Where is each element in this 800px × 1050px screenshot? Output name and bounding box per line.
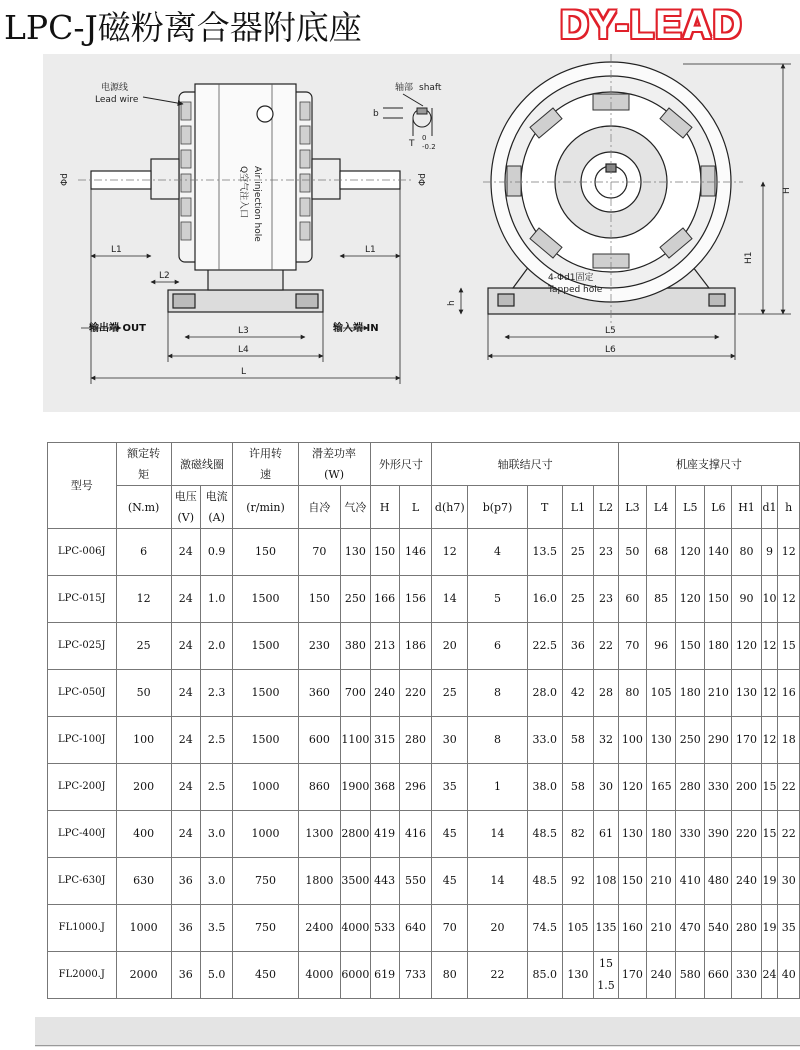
cell-L6: 540 [705, 905, 732, 952]
cell-a: 1.0 [200, 576, 233, 623]
cell-self: 230 [298, 623, 341, 670]
output-end-label: 输出端 OUT [89, 323, 146, 334]
cell-L1: 36 [562, 623, 593, 670]
cell-H1: 200 [732, 764, 761, 811]
cell-self: 150 [298, 576, 341, 623]
cell-d: 70 [432, 905, 468, 952]
H1-label: H1 [744, 251, 754, 264]
cell-model: LPC-200J [48, 764, 117, 811]
cell-T: 33.0 [527, 717, 562, 764]
cell-L4: 105 [646, 670, 675, 717]
cell-model: LPC-400J [48, 811, 117, 858]
th-L4: L4 [646, 486, 675, 529]
bottom-bar [35, 1017, 800, 1047]
L-label: L [241, 367, 247, 377]
cell-self: 860 [298, 764, 341, 811]
cell-model: LPC-006J [48, 529, 117, 576]
cell-L: 640 [399, 905, 432, 952]
cell-L1: 130 [562, 952, 593, 999]
cell-v: 24 [171, 529, 200, 576]
cell-L4: 68 [646, 529, 675, 576]
cell-speed: 1500 [233, 670, 298, 717]
cell-L4: 210 [646, 858, 675, 905]
cell-T: 48.5 [527, 858, 562, 905]
cell-T: 22.5 [527, 623, 562, 670]
cell-torque: 400 [116, 811, 171, 858]
th-T: T [527, 486, 562, 529]
cell-L2: 61 [594, 811, 619, 858]
header-row-1 [48, 443, 800, 486]
cell-v: 36 [171, 952, 200, 999]
cell-L3: 170 [618, 952, 646, 999]
cell-H: 213 [370, 623, 399, 670]
cell-L4: 130 [646, 717, 675, 764]
cell-L5: 280 [676, 764, 705, 811]
cell-b: 22 [468, 952, 528, 999]
cell-T: 13.5 [527, 529, 562, 576]
cell-H1: 170 [732, 717, 761, 764]
cell-L5: 120 [676, 529, 705, 576]
input-end-label: 输入端 IN [333, 323, 379, 334]
table-row [48, 670, 800, 717]
cell-L4: 210 [646, 905, 675, 952]
cell-b: 6 [468, 623, 528, 670]
cell-h: 18 [778, 717, 800, 764]
cell-L4: 85 [646, 576, 675, 623]
cell-L6: 140 [705, 529, 732, 576]
cell-L1: 105 [562, 905, 593, 952]
phi-d-right-label: Φd [418, 173, 428, 186]
cell-H: 443 [370, 858, 399, 905]
cell-torque: 630 [116, 858, 171, 905]
cell-d1: 12 [761, 623, 778, 670]
cell-L5: 470 [676, 905, 705, 952]
cell-model: LPC-025J [48, 623, 117, 670]
spec-table [47, 442, 800, 999]
cell-air: 130 [341, 529, 370, 576]
cell-b: 20 [468, 905, 528, 952]
L5-label: L5 [605, 326, 616, 336]
cell-H: 533 [370, 905, 399, 952]
cell-air: 1900 [341, 764, 370, 811]
th-d1: d1 [761, 486, 778, 529]
tapped-hole-label-en: Tapped hole [548, 285, 603, 295]
cell-H1: 330 [732, 952, 761, 999]
cell-L3: 130 [618, 811, 646, 858]
cell-L3: 160 [618, 905, 646, 952]
cell-L4: 180 [646, 811, 675, 858]
L2-label: L2 [159, 271, 170, 281]
cell-L6: 330 [705, 764, 732, 811]
table-row [48, 623, 800, 670]
th-speed-unit: (r/min) [233, 486, 298, 529]
cell-air: 1100 [341, 717, 370, 764]
table-row [48, 811, 800, 858]
cell-torque: 50 [116, 670, 171, 717]
cell-L3: 80 [618, 670, 646, 717]
cell-T: 48.5 [527, 811, 562, 858]
cell-L4: 96 [646, 623, 675, 670]
cell-L: 186 [399, 623, 432, 670]
cell-self: 360 [298, 670, 341, 717]
cell-speed: 1500 [233, 717, 298, 764]
cell-L: 220 [399, 670, 432, 717]
cell-torque: 100 [116, 717, 171, 764]
cell-H1: 120 [732, 623, 761, 670]
cell-L6: 180 [705, 623, 732, 670]
technical-drawing [43, 54, 800, 412]
cell-d: 80 [432, 952, 468, 999]
th-H1: H1 [732, 486, 761, 529]
cell-d: 14 [432, 576, 468, 623]
cell-air: 380 [341, 623, 370, 670]
cell-L5: 150 [676, 623, 705, 670]
L3-label: L3 [238, 326, 249, 336]
table-row [48, 905, 800, 952]
cell-L5: 120 [676, 576, 705, 623]
th-L5: L5 [676, 486, 705, 529]
cell-air: 250 [341, 576, 370, 623]
th-H: H [370, 486, 399, 529]
cell-H: 315 [370, 717, 399, 764]
cell-model: LPC-100J [48, 717, 117, 764]
shaft-detail [383, 94, 432, 136]
cell-torque: 1000 [116, 905, 171, 952]
th-L2: L2 [594, 486, 619, 529]
th-d: d(h7) [432, 486, 468, 529]
cell-H1: 220 [732, 811, 761, 858]
cell-L: 156 [399, 576, 432, 623]
cell-d: 45 [432, 811, 468, 858]
cell-b: 1 [468, 764, 528, 811]
tapped-hole-label-cn: 4-Φd1固定 [548, 273, 594, 283]
th-self-cool: 自冷 [298, 486, 341, 529]
cell-v: 36 [171, 905, 200, 952]
cell-L: 146 [399, 529, 432, 576]
cell-b: 14 [468, 858, 528, 905]
cell-L1: 42 [562, 670, 593, 717]
cell-L2: 32 [594, 717, 619, 764]
cell-d: 12 [432, 529, 468, 576]
cell-H1: 240 [732, 858, 761, 905]
cell-L2: 22 [594, 623, 619, 670]
cell-H1: 90 [732, 576, 761, 623]
cell-H: 166 [370, 576, 399, 623]
cell-d: 20 [432, 623, 468, 670]
cell-model: LPC-015J [48, 576, 117, 623]
cell-L1: 82 [562, 811, 593, 858]
cell-L5: 580 [676, 952, 705, 999]
air-injection-label-en: Air injection hole [252, 166, 262, 242]
cell-v: 24 [171, 576, 200, 623]
L6-label: L6 [605, 345, 616, 355]
th-speed: 许用转 速 [233, 443, 298, 486]
L4-label: L4 [238, 345, 249, 355]
cell-air: 2800 [341, 811, 370, 858]
th-h: h [778, 486, 800, 529]
th-L6: L6 [705, 486, 732, 529]
th-L: L [399, 486, 432, 529]
cell-air: 4000 [341, 905, 370, 952]
cell-L1: 25 [562, 576, 593, 623]
cell-speed: 1000 [233, 811, 298, 858]
cell-H1: 80 [732, 529, 761, 576]
th-current: 电流 (A) [200, 486, 233, 529]
cell-b: 8 [468, 717, 528, 764]
cell-H: 240 [370, 670, 399, 717]
cell-d: 25 [432, 670, 468, 717]
cell-self: 1300 [298, 811, 341, 858]
cell-torque: 25 [116, 623, 171, 670]
cell-torque: 12 [116, 576, 171, 623]
cell-h: 40 [778, 952, 800, 999]
cell-speed: 150 [233, 529, 298, 576]
bottom-divider [35, 1045, 800, 1046]
th-L1: L1 [562, 486, 593, 529]
cell-L2: 135 [594, 905, 619, 952]
cell-L: 733 [399, 952, 432, 999]
cell-model: FL2000.J [48, 952, 117, 999]
cell-L6: 290 [705, 717, 732, 764]
cell-v: 24 [171, 670, 200, 717]
front-view [483, 54, 743, 324]
cell-v: 36 [171, 858, 200, 905]
th-air-cool: 气冷 [341, 486, 370, 529]
cell-speed: 1000 [233, 764, 298, 811]
cell-L2: 28 [594, 670, 619, 717]
table-row [48, 764, 800, 811]
cell-L3: 150 [618, 858, 646, 905]
cell-a: 0.9 [200, 529, 233, 576]
cell-T: 85.0 [527, 952, 562, 999]
table-row [48, 717, 800, 764]
cell-L2: 151.5 [594, 952, 619, 999]
t-tol-lower: -0.2 [422, 143, 436, 151]
th-slip-power: 滑差功率 (W) [298, 443, 370, 486]
cell-T: 74.5 [527, 905, 562, 952]
cell-h: 15 [778, 623, 800, 670]
cell-L3: 70 [618, 623, 646, 670]
cell-L2: 108 [594, 858, 619, 905]
th-shaft-dims: 轴联结尺寸 [432, 443, 619, 486]
cell-d1: 15 [761, 811, 778, 858]
cell-air: 6000 [341, 952, 370, 999]
cell-h: 22 [778, 811, 800, 858]
shaft-label-cn: 轴部 [395, 83, 414, 93]
cell-a: 5.0 [200, 952, 233, 999]
cell-L4: 165 [646, 764, 675, 811]
cell-h: 30 [778, 858, 800, 905]
cell-H: 368 [370, 764, 399, 811]
cell-self: 70 [298, 529, 341, 576]
cell-d1: 24 [761, 952, 778, 999]
brand-logo: DY-LEAD [560, 3, 743, 47]
cell-air: 3500 [341, 858, 370, 905]
cell-model: LPC-050J [48, 670, 117, 717]
t-tol-upper: 0 [422, 134, 427, 142]
L1-right-label: L1 [365, 245, 376, 255]
H-label: H [782, 187, 792, 194]
cell-a: 2.5 [200, 717, 233, 764]
table-row [48, 858, 800, 905]
L1-left-label: L1 [111, 245, 122, 255]
title-bar [0, 2, 800, 50]
th-L3: L3 [618, 486, 646, 529]
page-title: LPC-J磁粉离合器附底座 [4, 8, 362, 47]
spec-table-body [48, 529, 800, 999]
cell-v: 24 [171, 717, 200, 764]
cell-L6: 660 [705, 952, 732, 999]
cell-d1: 15 [761, 764, 778, 811]
lead-wire-label-cn: 电源线 [101, 83, 129, 93]
cell-h: 12 [778, 529, 800, 576]
cell-self: 600 [298, 717, 341, 764]
cell-L3: 100 [618, 717, 646, 764]
cell-a: 3.0 [200, 811, 233, 858]
lead-wire-label-en: Lead wire [95, 95, 139, 105]
air-injection-label-cn: Q空气注入口 [238, 166, 248, 219]
cell-L: 280 [399, 717, 432, 764]
cell-speed: 750 [233, 858, 298, 905]
cell-torque: 6 [116, 529, 171, 576]
th-voltage: 电压 (V) [171, 486, 200, 529]
cell-T: 28.0 [527, 670, 562, 717]
cell-H: 419 [370, 811, 399, 858]
cell-T: 16.0 [527, 576, 562, 623]
cell-L1: 92 [562, 858, 593, 905]
drawing-svg [43, 54, 800, 412]
cell-a: 3.5 [200, 905, 233, 952]
cell-v: 24 [171, 764, 200, 811]
cell-a: 2.3 [200, 670, 233, 717]
cell-L1: 58 [562, 717, 593, 764]
cell-L3: 60 [618, 576, 646, 623]
th-base-dims: 机座支撑尺寸 [618, 443, 799, 486]
cell-d1: 19 [761, 905, 778, 952]
th-dims: 外形尺寸 [370, 443, 432, 486]
cell-L: 550 [399, 858, 432, 905]
cell-a: 2.5 [200, 764, 233, 811]
cell-L: 416 [399, 811, 432, 858]
cell-d1: 9 [761, 529, 778, 576]
t-label: T [409, 139, 415, 149]
cell-model: LPC-630J [48, 858, 117, 905]
cell-H1: 130 [732, 670, 761, 717]
table-row [48, 576, 800, 623]
cell-self: 4000 [298, 952, 341, 999]
cell-h: 16 [778, 670, 800, 717]
cell-H1: 280 [732, 905, 761, 952]
cell-L5: 250 [676, 717, 705, 764]
cell-speed: 750 [233, 905, 298, 952]
cell-L6: 210 [705, 670, 732, 717]
cell-d: 35 [432, 764, 468, 811]
cell-L6: 480 [705, 858, 732, 905]
cell-d1: 12 [761, 670, 778, 717]
phi-d-left-label: Φd [60, 173, 70, 186]
cell-self: 1800 [298, 858, 341, 905]
cell-b: 14 [468, 811, 528, 858]
cell-speed: 450 [233, 952, 298, 999]
cell-H: 619 [370, 952, 399, 999]
table-row [48, 529, 800, 576]
cell-a: 3.0 [200, 858, 233, 905]
cell-b: 8 [468, 670, 528, 717]
cell-L5: 180 [676, 670, 705, 717]
cell-L6: 150 [705, 576, 732, 623]
cell-speed: 1500 [233, 623, 298, 670]
th-torque: 额定转 矩 [116, 443, 171, 486]
cell-d: 30 [432, 717, 468, 764]
lead-wire [143, 97, 183, 104]
cell-h: 12 [778, 576, 800, 623]
cell-self: 2400 [298, 905, 341, 952]
cell-h: 22 [778, 764, 800, 811]
cell-L4: 240 [646, 952, 675, 999]
cell-d1: 19 [761, 858, 778, 905]
shaft-label-en: shaft [419, 83, 442, 93]
cell-L5: 410 [676, 858, 705, 905]
cell-L1: 58 [562, 764, 593, 811]
cell-h: 35 [778, 905, 800, 952]
cell-L6: 390 [705, 811, 732, 858]
th-b: b(p7) [468, 486, 528, 529]
cell-L2: 23 [594, 529, 619, 576]
cell-H: 150 [370, 529, 399, 576]
cell-L2: 30 [594, 764, 619, 811]
cell-d1: 10 [761, 576, 778, 623]
cell-b: 5 [468, 576, 528, 623]
b-label: b [373, 109, 379, 119]
cell-torque: 200 [116, 764, 171, 811]
table-row [48, 952, 800, 999]
cell-b: 4 [468, 529, 528, 576]
cell-v: 24 [171, 623, 200, 670]
th-torque-unit: (N.m) [116, 486, 171, 529]
cell-a: 2.0 [200, 623, 233, 670]
th-coil: 激磁线圈 [171, 443, 233, 486]
cell-L3: 120 [618, 764, 646, 811]
cell-d1: 12 [761, 717, 778, 764]
cell-speed: 1500 [233, 576, 298, 623]
cell-torque: 2000 [116, 952, 171, 999]
th-model: 型号 [48, 443, 117, 529]
cell-v: 24 [171, 811, 200, 858]
cell-L2: 23 [594, 576, 619, 623]
cell-d: 45 [432, 858, 468, 905]
cell-L5: 330 [676, 811, 705, 858]
h-label: h [447, 300, 457, 306]
cell-model: FL1000.J [48, 905, 117, 952]
cell-L: 296 [399, 764, 432, 811]
cell-L1: 25 [562, 529, 593, 576]
cell-T: 38.0 [527, 764, 562, 811]
cell-L3: 50 [618, 529, 646, 576]
cell-air: 700 [341, 670, 370, 717]
